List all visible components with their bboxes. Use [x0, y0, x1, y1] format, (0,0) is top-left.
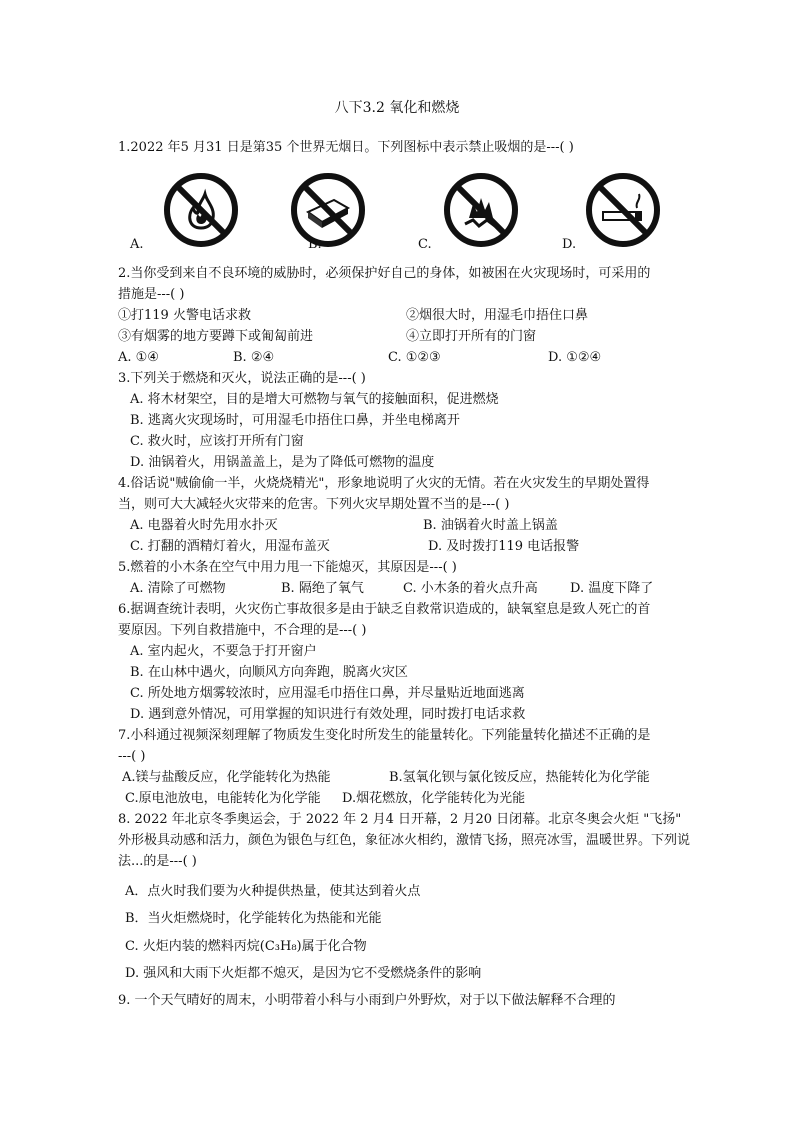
no-fire-icon	[163, 172, 239, 248]
no-smoking-icon	[585, 172, 661, 248]
q6-stem-line2: 要原因。下列自救措施中，不合理的是---( )	[118, 623, 367, 638]
q8-option-a: A．点火时我们要为火种提供热量，使其达到着火点	[125, 884, 421, 899]
q4-option-d: D. 及时拨打119 电话报警	[428, 539, 580, 554]
q7-option-d: D.烟花燃放，化学能转化为光能	[342, 791, 526, 806]
q4-stem-line1: 4.俗话说"贼偷偷一半，火烧烧精光"，形象地说明了火灾的无情。若在火灾发生的早期处置得	[118, 476, 650, 491]
q4-stem-line2: 当，则可大大减轻火灾带来的危害。下列火灾早期处置不当的是---( )	[118, 497, 510, 512]
q1-stem: 1.2022 年5 月31 日是第35 个世界无烟日。下列图标中表示禁止吸烟的是---( )	[118, 140, 574, 155]
q2-statement-3: ③有烟雾的地方要蹲下或匍匐前进	[118, 329, 314, 344]
q7-option-c: C.原电池放电，电能转化为化学能	[125, 791, 321, 806]
q2-statement-4: ④立即打开所有的门窗	[406, 329, 537, 344]
q4-option-a: A. 电器着火时先用水扑灭	[130, 518, 278, 533]
q4-option-b: B. 油锅着火时盖上锅盖	[423, 518, 558, 533]
q2-option-b: B. ②④	[233, 350, 275, 365]
q2-statement-2: ②烟很大时，用湿毛巾捂住口鼻	[406, 308, 589, 323]
q8-stem-line2: 外形极具动感和活力，颜色为银色与红色，象征冰火相约，激情飞扬，照亮冰雪，温暖世界。下列说	[118, 833, 691, 848]
q8-option-b: B．当火炬燃烧时，化学能转化为热能和光能	[125, 911, 382, 926]
page-title: 八下3.2 氧化和燃烧	[334, 100, 460, 116]
q7-option-a: A.镁与盐酸反应，化学能转化为热能	[122, 770, 331, 785]
q7-option-b: B.氢氧化钡与氯化铵反应，热能转化为化学能	[389, 770, 650, 785]
q3-option-c: C. 救火时，应该打开所有门窗	[130, 434, 304, 449]
q8-option-c: C. 火炬内装的燃料丙烷(C₃H₈)属于化合物	[125, 939, 367, 954]
q2-stem-line1: 2.当你受到来自不良环境的威胁时，必须保护好自己的身体，如被困在火灾现场时，可采用的	[118, 266, 651, 281]
q3-stem: 3.下列关于燃烧和灭火，说法正确的是---( )	[118, 371, 366, 386]
q6-option-b: B. 在山林中遇火，向顺风方向奔跑，脱离火灾区	[130, 665, 408, 680]
q1-option-d: D.	[562, 237, 577, 252]
q3-option-a: A. 将木材架空，目的是增大可燃物与氧气的接触面积，促进燃烧	[130, 392, 499, 407]
q5-option-d: D. 温度下降了	[570, 581, 654, 596]
q7-stem-line1: 7.小科通过视频深刻理解了物质发生变化时所发生的能量转化。下列能量转化描述不正确的是	[118, 728, 651, 743]
no-object-icon	[290, 172, 366, 248]
q2-stem-line2: 措施是---( )	[118, 287, 185, 302]
q5-option-c: C. 小木条的着火点升高	[403, 581, 538, 596]
q3-option-d: D. 油锅着火，用锅盖盖上，是为了降低可燃物的温度	[130, 455, 435, 470]
q1-option-b: B.	[308, 237, 322, 252]
q2-option-a: A. ①④	[118, 350, 159, 365]
q3-option-b: B. 逃离火灾现场时，可用湿毛巾捂住口鼻，并坐电梯离开	[130, 413, 460, 428]
q6-stem-line1: 6.据调查统计表明，火灾伤亡事故很多是由于缺乏自救常识造成的，缺氧窒息是致人死亡的首	[118, 602, 651, 617]
q9-stem: 9. 一个天气晴好的周末，小明带着小科与小雨到户外野炊，对于以下做法解释不合理的	[118, 993, 616, 1008]
q1-option-c: C.	[418, 237, 432, 252]
q5-option-a: A. 清除了可燃物	[130, 581, 226, 596]
q6-option-a: A. 室内起火，不要急于打开窗户	[130, 644, 317, 659]
no-burning-tree-icon	[443, 172, 519, 248]
q6-option-c: C. 所处地方烟雾较浓时，应用湿毛巾捂住口鼻，并尽量贴近地面逃离	[130, 686, 525, 701]
q2-option-c: C. ①②③	[388, 350, 441, 365]
q8-stem-line1: 8. 2022 年北京冬季奥运会，于 2022 年 2 月4 日开幕，2 月20 日闭幕。北京冬奥会火炬 "飞扬"	[118, 812, 682, 827]
q6-option-d: D. 遇到意外情况，可用掌握的知识进行有效处理，同时拨打电话求救	[130, 707, 526, 722]
q2-statement-1: ①打119 火警电话求救	[118, 308, 251, 323]
q2-option-d: D. ①②④	[548, 350, 602, 365]
q4-option-c: C. 打翻的酒精灯着火，用湿布盖灭	[130, 539, 330, 554]
q1-option-a: A.	[130, 237, 144, 252]
q8-option-d: D. 强风和大雨下火炬都不熄灭，是因为它不受燃烧条件的影响	[125, 966, 482, 981]
q5-option-b: B. 隔绝了氧气	[281, 581, 364, 596]
q7-stem-line2: ---( )	[118, 749, 146, 764]
q8-stem-line3: 法...的是---( )	[118, 854, 197, 869]
q5-stem: 5.燃着的小木条在空气中用力甩一下能熄灭，其原因是---( )	[118, 560, 457, 575]
